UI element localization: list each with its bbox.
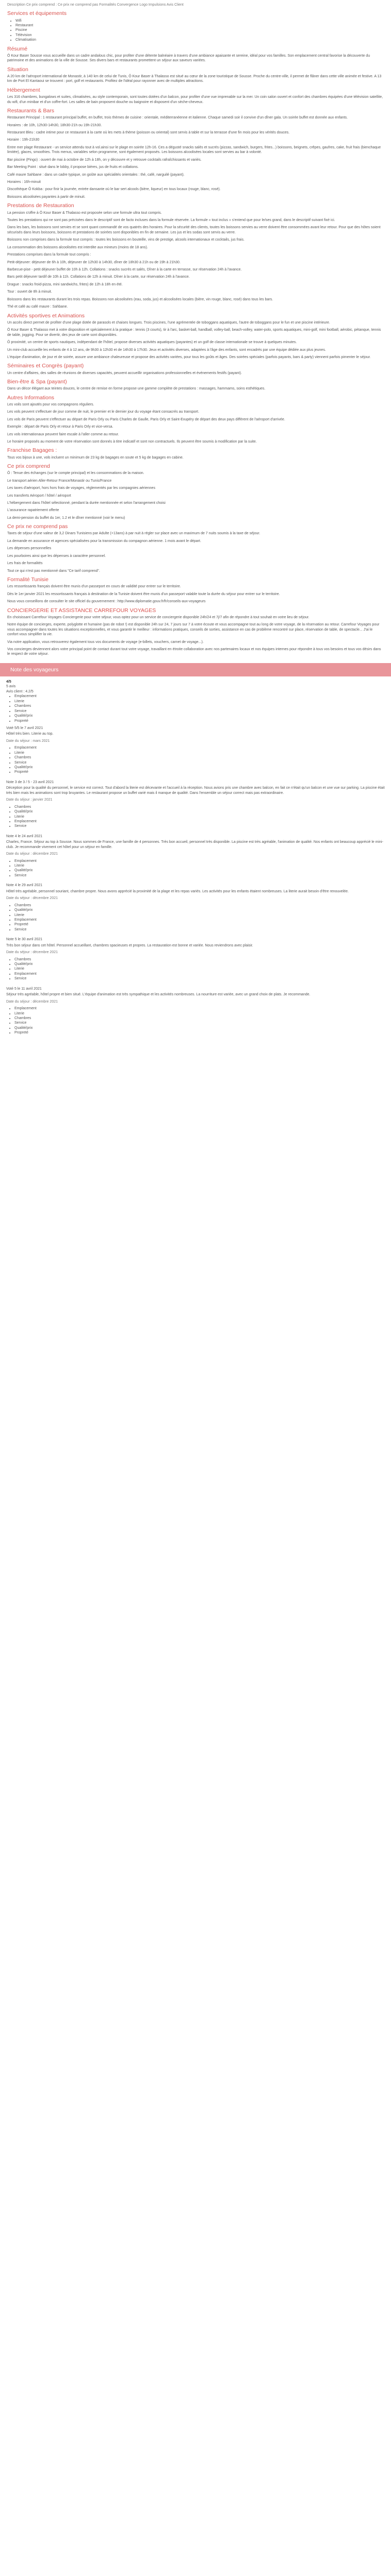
list-item: • Wifi: [15, 19, 384, 23]
review-tag: • Propreté: [14, 770, 385, 774]
review-tag: • Emplacement: [14, 859, 385, 863]
notes-count: 5 avis: [6, 685, 16, 689]
review-title: Note 4 le 24 avril 2021: [6, 834, 43, 838]
review-date: Date du séjour : mars 2021: [6, 739, 50, 743]
review-tags: [6, 1006, 385, 1036]
review-text: Déception pour la qualité du personnel, le service est correct. Tout d'abord la literie est décevante et l'accueil à la réception. Nous avions pris une chambre avec balcon, en fait ce n'était qu'un balcon et une vue sur parking. La piscine était très bien mais les animations sont trop bruyantes. Le restaurant propose un buffet varié mais il manque de qualité. Dans l'ensemble un séjour correct mais pas extraordinaire.: [6, 786, 385, 795]
review-item: [6, 834, 385, 878]
section-paragraph: Restaurant Bleu : cadre intime pour ce restaurant à la carte où les mets à thème (poisson ou oriental) sont servis à table et sur la terrasse d'une fin mois pour les vérités douces.: [7, 130, 290, 134]
section-paragraph: La demande en assurance et agences spécialisées pour la transmission du compagnon aérienne. 1 mois avant le départ.: [7, 539, 201, 543]
section-paragraph: Café maure Sahbane : dans un cadre typique, on goûte aux spécialités orientales : thé, café, narguilé (payant).: [7, 173, 185, 177]
section-paragraph: Tout ce qui n'est pas mentionné dans "Ce tarif comprend".: [7, 569, 100, 573]
review-text: Hôtel très bien. Literie au top.: [6, 732, 54, 736]
review-text: Séjour très agréable, hôtel propre et bien situé. L'équipe d'animation est très sympathique et les activités nombreuses. La nourriture est variée, avec un grand choix de plats. Je recommande.: [6, 993, 311, 997]
review-tag: • Literie: [14, 967, 385, 971]
section-body: La pension s'offre à Ô Kour Baser & Thalasso est proposée selon une formule ultra tout compris.: [7, 211, 162, 215]
review-tag: • Service: [14, 927, 385, 932]
notes-tag: • Propreté: [14, 719, 385, 723]
notes-tags: [6, 694, 385, 723]
review-text: Hôtel très agréable, personnel souriant, chambre propre. Nous avons apprécié la proximité de la plage et les repas variés. Les activités pour les enfants étaient nombreuses. La literie aurait besoin d'être renouvelée.: [6, 889, 349, 893]
section-title: CONCIERGERIE ET ASSISTANCE CARREFOUR VOYAGES: [7, 607, 156, 614]
review-tag: • Emplacement: [14, 1006, 385, 1011]
review-tag: • Literie: [14, 815, 385, 819]
section-paragraph: Toutes les prestations qui ne sont pas précisées dans le descriptif sont de facto incluses dans la formule réservée. La formule « tout inclus » s'entend que pour le/ses grand, dans le descriptif suivant fixé ici.: [7, 218, 335, 222]
section-paragraph: Les dépenses personnelles: [7, 547, 52, 551]
review-tag: • Chambres: [14, 1016, 385, 1021]
section-paragraph: L'hébergement dans l'hôtel sélectionné, pendant la durée mentionnée et selon l'arrangement choisi: [7, 501, 166, 505]
review-tag: • Emplacement: [14, 918, 385, 922]
section-paragraph: Barbecue-pise - petit déjeuner buffet de 10h à 12h. Collations : snacks sucrés et salés, Dîner à la carte en terrasse, sur réservation 24h à l'avance.: [7, 268, 242, 272]
section-paragraph: Petit-déjeuner: déjeuner de 6h à 10h, déjeuner de 12h30 à 14h30, dîner de 18h30 à 21h ou de 19h à 21h30.: [7, 260, 181, 264]
section-body: Un accès direct permet de profiter d'une plage dotée de parasols et chaises longues. Trois piscines, l'une agrémentée de toboggans aquatiques, l'autre de toboggans pour le fun et une piscine intérieure.: [7, 320, 330, 325]
notes-title: Note des voyageurs: [10, 666, 59, 673]
list-item: • Restaurant: [15, 23, 384, 28]
section-paragraph: Horaires : de 10h, 12h30-14h30, 18h30-21h ou 19h-21h30.: [7, 123, 102, 127]
review-date: Date du séjour : décembre 2021: [6, 896, 58, 901]
section-body: Les voils sont ajoutés pour vos compagnons réguliers.: [7, 402, 94, 406]
section-title: Bien-être & Spa (payant): [7, 379, 67, 385]
section-paragraph: Bar Meeting Point : situé dans le lobby, il propose bières, jus de fruits et collations.: [7, 165, 139, 170]
notes-tag: • Literie: [14, 699, 385, 704]
section-paragraph: Le transport aérien Aller-Retour France/Monastir ou Tunis/France: [7, 479, 112, 483]
section-paragraph: Boissons dans les restaurants durant les trois repas. Boissons non alcoolisées (eau, soda, jus) et alcoolisées locales (bière, vin rouge, blanc, rosé) dans tous les bars.: [7, 297, 273, 301]
section-paragraph: Ô proximité, un centre de sports nautiques, indépendant de l'hôtel, propose diverses activités aquatiques (payantes) et un golf de classe internationale se trouve à quelques minutes.: [7, 341, 297, 345]
review-tag: • Qualité/prix: [14, 765, 385, 770]
section-title: Formalité Tunisie: [7, 577, 48, 583]
section-paragraph: Dès le 1er janvier 2021 les ressortissants français à destination de la Tunisie doivent être munis d'un passeport valable toute la durée du séjour pour entrer sur le territoire.: [7, 592, 280, 596]
section-paragraph: L'assurance rapatriement offerte: [7, 509, 59, 513]
section-paragraph: Prestations comprises dans la formule tout compris :: [7, 253, 91, 257]
section-paragraph: Le horaire proposés au moment de votre réservation sont donnés à titre indicatif et sont non contractuels. Ils peuvent être soumis à modification par la suite.: [7, 440, 257, 444]
review-tags: [6, 903, 385, 933]
section-paragraph: Nous vous conseillons de consulter le site officiel du gouvernement : http://www.diplomatie.gouv.fr/fr/conseils-aux-voyageurs: [7, 600, 206, 604]
section-title: Restaurants & Bars: [7, 107, 55, 114]
section-paragraph: La consommation des boissons alcoolisées est interdite aux mineurs (moins de 18 ans).: [7, 245, 148, 249]
section-paragraph: Les pourboires ainsi que les dépenses à caractère personnel.: [7, 554, 106, 558]
notes-header: [0, 663, 391, 676]
section-body: En choisissant Carrefour Voyages Conciergerie pour votre séjour, vous optez pour un service de conciergerie disponible 24h/24 et 7j/7 afin de répondre à tout souhait en votre lieu de séjour.: [7, 615, 309, 619]
review-tag: • Propreté: [14, 1030, 385, 1035]
section-body: Dans un décor élégant aux teintes douces, le centre de remise en forme propose une gamme complète de prestations : massages, hammams, soins esthétiques.: [7, 387, 266, 391]
review-item: [6, 780, 385, 829]
section-title: Situation: [7, 66, 28, 73]
notes-tag: • Emplacement: [14, 694, 385, 699]
section-paragraph: Thé et café au café maure : Sahbane.: [7, 305, 68, 309]
section-title: Séminaires et Congrès (payant): [7, 363, 84, 369]
content-sections: [7, 10, 384, 656]
section-paragraph: Boissons non comprises dans la formule tout compris : toutes les boissons en bouteille, vins de prestige, alcools internationaux et cocktails, jus frais.: [7, 238, 245, 242]
review-tag: • Emplacement: [14, 745, 385, 750]
section-paragraph: Un mini-club accueille les enfants de 4 à 12 ans, de 9h30 à 12h30 et de 14h30 à 17h30. Jeux et activités diverses, adaptées à l'âge des enfants, sont encadrés par une équipe dédiée aux plus jeunes.: [7, 348, 326, 352]
section-title: Hébergement: [7, 87, 40, 93]
review-list: [6, 726, 385, 1036]
review-tag: • Emplacement: [14, 972, 385, 976]
section-body: Tous vos bijoux à une, vols incluent un minimum de 23 kg de bagages en soute et 5 kg de bagages en cabine.: [7, 455, 184, 460]
review-date: Date du séjour : décembre 2021: [6, 999, 58, 1004]
section-title: Ce prix comprend: [7, 463, 50, 470]
section-paragraph: La demi-pension du buffet du 1er, 1.2 et le dîner mentionné (voir le menu): [7, 516, 125, 520]
section-paragraph: Horaires : 16h-minuit: [7, 180, 41, 184]
section-body: Ô Kour Baser Sousse vous accueille dans un cadre andalous chic, pour profiter d'une détente balnéaire à travers d'une ambiance apaisante et sereine, idéal pour vos familles. Son emplacement central favorise la découverte du patrimoine et des animations de la ville de Sousse. Ses divers bars et restaurants promettent un séjour aux saveurs variées.: [7, 54, 370, 63]
section-body: Restaurant Principal : 1 restaurant principal buffet, en buffet, trois thèmes de cuisine : orientale, méditerranéenne et italienne. Chaque samedi soir il convive d'un dîner gala. Un soirée buffet est donnée aux enfants.: [7, 116, 348, 120]
review-date: Date du séjour : décembre 2021: [6, 852, 58, 856]
list-item: • Télévision: [15, 33, 384, 38]
list-item: • Piscine: [15, 28, 384, 32]
section-title: Activités sportives et Animations: [7, 312, 85, 319]
review-tag: • Qualité/prix: [14, 908, 385, 912]
section-paragraph: Via notre application, vous retrouverez également tous vos documents de voyage (e-billets, vouchers, carnet de voyage...).: [7, 640, 204, 644]
review-title: Note 4 le 29 avril 2021: [6, 884, 43, 888]
section-paragraph: Ô Kour Baser & Thalasso met à votre disposition et spécialement à la pratique : tennis (3 courts), tir à l'arc, basket-ball, handball, volley-ball, beach-volley, water-polo, sports aquatiques, mini-golf, mini football, aérobic, pétanque, tennis de table, jogging. Pour se divertir, des jeux de carte sont disponibles.: [7, 328, 381, 337]
section-paragraph: Les vols peuvent s'effectuer de jour comme de nuit, le premier et le dernier jour du voyage étant consacrés au transport.: [7, 410, 200, 414]
review-tag: • Propreté: [14, 922, 385, 927]
review-tags: [6, 859, 385, 878]
review-tag: • Service: [14, 824, 385, 828]
review-tag: • Literie: [14, 913, 385, 918]
review-tags: [6, 957, 385, 981]
review-tag: • Service: [14, 976, 385, 981]
review-tag: • Chambres: [14, 755, 385, 760]
section-paragraph: Horaire : 19h-21h30: [7, 138, 40, 142]
section-body: Les ressortissants français doivent être munis d'un passeport en cours de validité pour entrer sur le territoire.: [7, 585, 181, 589]
review-item: [6, 937, 385, 981]
review-tag: • Qualité/prix: [14, 868, 385, 873]
review-date: Date du séjour : janvier 2021: [6, 798, 53, 802]
section-paragraph: Boissons alcoolisées payantes à partir de minuit.: [7, 195, 86, 199]
review-tag: • Literie: [14, 863, 385, 868]
section-paragraph: L'équipe d'animation, de jour et de soirée, assure une ambiance chaleureuse et propose des activités variées, pour tous les goûts et âges. Des soirées spéciales (parfois payants, bars & party) viennent parfois pimenter le séjour.: [7, 355, 371, 360]
section-title: Autres Informations: [7, 394, 55, 401]
section-title: Résumé: [7, 45, 28, 52]
review-tag: • Service: [14, 760, 385, 765]
section-title: Franchise Bagages :: [7, 447, 57, 454]
section-paragraph: Dans les bars, les boissons sont servies et se sont quant commandé de vos quatrés des horaires. Pour la sécurité des clients, toutes les boissons servies au verre doivent être consommées avant leur retour. Pour que des hôtes soient sécurisés dans leurs boissons, boissons et prestations de soirées sont disponibles en fin de semaine. Les jus et les sodas sont servis au verre.: [7, 226, 381, 234]
notes-tag: • Service: [14, 709, 385, 714]
section-paragraph: Drague : snacks froid-pizza, mini sandwichs, frites) de 12h à 18h en été.: [7, 282, 123, 286]
section-paragraph: Les transferts Aéroport / hôtel / aéroport: [7, 494, 71, 498]
review-tag: • Service: [14, 1021, 385, 1025]
section-paragraph: Notre équipe de concierges, experte, polyglotte et humaine (pas de robot !) est disponible 24h sur 24, 7 jours sur 7 à votre écoute et vous accompagne tout au long de votre voyage, de la réservation au retour. Carrefour Voyages pour vous accompagner dans toutes les situations exceptionnelles, et vous garantir le meilleur : informations pratiques, conseils de sorties, assistance en cas de problème rencontré sur place, réservation de table, de spectacle... J'ai le confort vous simplifier la vie.: [7, 623, 380, 637]
section-paragraph: Tour : ouvert de 8h à minuit.: [7, 290, 52, 294]
review-tag: • Service: [14, 873, 385, 878]
review-title: Note 3 de 3 / 5 - 23 avril 2021: [6, 780, 54, 784]
notes-tag: • Chambres: [14, 704, 385, 708]
review-text: Charles, France. Séjour au top à Sousse. Nous sommes de France, une famille de 4 personnes. Très bon accueil, personnel très disponible. La piscine est très agréable, l'animation de qualité. Nos enfants ont beaucoup apprécié le mini-club. Je recommande vivement cet hôtel pour un séjour en famille.: [6, 840, 383, 849]
review-title: Note 5 le 30 avril 2021: [6, 938, 43, 942]
section-body: Un centre d'affaires, des salles de réunions de diverses capacités, peuvent accueillir organisations professionnelles et événements festifs (payant).: [7, 371, 242, 375]
section-paragraph: Discothèque Ô Kokba : pour finir la journée, entrée dansante où le bar sert alcools (bière, liqueur) en tous locaux (rouge, blanc, rosé).: [7, 188, 221, 192]
section-list: [7, 19, 384, 43]
review-tag: • Qualité/prix: [14, 1026, 385, 1030]
review-item: [6, 883, 385, 932]
section-paragraph: Entre mer plage Restaurant - un service attendu tout à vol.ainsi sur le plage en soirée 12h-16. Ces a dégusté snacks salés et sucrés (pizzas, sandwich, burgers, frites...) boissons, beignets, crêpes, gaufres, cake, fruit frais (bienchaque limitée), glaces, smoothies. Trois menus, variables selon programme, sont également proposés. Les boissons alcoolisées locales sont servies au bar à volonté.: [7, 145, 381, 155]
review-title: Voté 5 le 11 avril 2021: [6, 987, 42, 991]
section-title: Prestations de Restauration: [7, 202, 74, 209]
section-paragraph: Bars petit déjeuner tardif de 10h à 11h. Collations de 12h à minuit. Dîner à la carte, sur réservation 24h à l'avance.: [7, 275, 190, 279]
review-tag: • Literie: [14, 1011, 385, 1016]
review-title: Voté 5/5 le 7 avril 2021: [6, 726, 43, 730]
section-paragraph: Les taxes d'aéroport, hors hors frais de voyages, réglementés par les compagnies aériennes: [7, 486, 155, 490]
review-tag: • Literie: [14, 751, 385, 755]
section-paragraph: Vos concierges deviennent alors votre principal point de contact durant tout votre voyage, travaillant en étroite collaboration avec nos partenaires locaux et nos équipes internes pour répondre à tous vos besoins et tous vos désirs dans le respect de votre séjour.: [7, 647, 381, 656]
section-paragraph: Exemple : départ de Paris Orly et retour à Paris Orly et vice-versa.: [7, 425, 113, 429]
review-tag: • Chambres: [14, 903, 385, 908]
section-body: Taxes de séjour d'une valeur de 3,2 Dinars Tunisiens par Adulte (+13ans) à par nuit à régler sur place avec un maximum de 7 nuits soumis à la taxe de séjour.: [7, 532, 260, 536]
list-item: • Climatisation: [15, 38, 384, 42]
review-item: [6, 987, 385, 1036]
review-tag: • Emplacement: [14, 819, 385, 824]
section-title: Ce prix ne comprend pas: [7, 523, 68, 530]
notes-summary: Avis client : 4.2/5: [6, 689, 34, 693]
section-title: Services et équipements: [7, 10, 67, 17]
section-body: Ô : Tenue des échanges (sur le compte principal) et les consommations de la maison.: [7, 471, 144, 476]
section-paragraph: Les vols internationaux peuvent faire escale à l'aller comme au retour.: [7, 432, 119, 436]
section-paragraph: Les vols de Paris peuvent s'effectuer au départ de Paris Orly ou Paris Charles de Gaulle, Paris Orly et Saint-Exupéry de départ des deux pays différent de l'aéroport d'arrivée.: [7, 417, 285, 421]
review-tags: [6, 805, 385, 829]
section-paragraph: Bar piscine (Pingo) : ouvert de mai à octobre de 12h à 18h, on y découvre et y retrouve cocktails rafraîchissants et variés.: [7, 158, 202, 162]
review-tag: • Chambres: [14, 805, 385, 809]
review-date: Date du séjour : décembre 2021: [6, 951, 58, 955]
review-text: Très bon séjour dans cet hôtel. Personnel accueillant, chambres spacieuses et propres. La restauration est bonne et variée. Nous reviendrons avec plaisir.: [6, 943, 253, 947]
review-tag: • Qualité/prix: [14, 962, 385, 967]
review-tag: • Chambres: [14, 957, 385, 962]
section-paragraph: Les frais de formalités: [7, 562, 43, 566]
review-tag: • Qualité/prix: [14, 809, 385, 814]
notes-body: [0, 676, 391, 1044]
notes-tag: • Qualité/prix: [14, 714, 385, 718]
review-tags: [6, 745, 385, 775]
section-body: Les 316 chambres, bungalows et suites, climatisées, au style contemporain, sont toutes dotées d'un balcon, pour profiter d'une vue imprenable sur la mer. Un coin salon ouvert et confort des chambres équipées d'une télévision satellite, du wifi, d'un minibar et d'un coffre-fort. Les salles de bain proposent douche ou baignoire et disposent d'un sèche-cheveux.: [7, 95, 383, 104]
review-item: [6, 726, 385, 775]
intro-nav: Description Ce prix comprend : Ce prix ne comprend pas Formalités Convergence Logo Impulsions Avis Client: [7, 3, 184, 7]
notes-score: 4/5: [6, 680, 11, 684]
section-body: A 20 km de l'aéroport international de Monastir, à 140 km de celui de Tunis, Ô Kour Baser à Thalasso est situé au cœur de la zone touristique de Sousse. Proche du centre-ville, il permet de flâner dans cette ville animée et festive. A 13 km de Port El Kantaoui se trouvent : port, golf et restaurants. Profitez de l'idéal pour rayonner avec de multiples attractions.: [7, 75, 382, 83]
